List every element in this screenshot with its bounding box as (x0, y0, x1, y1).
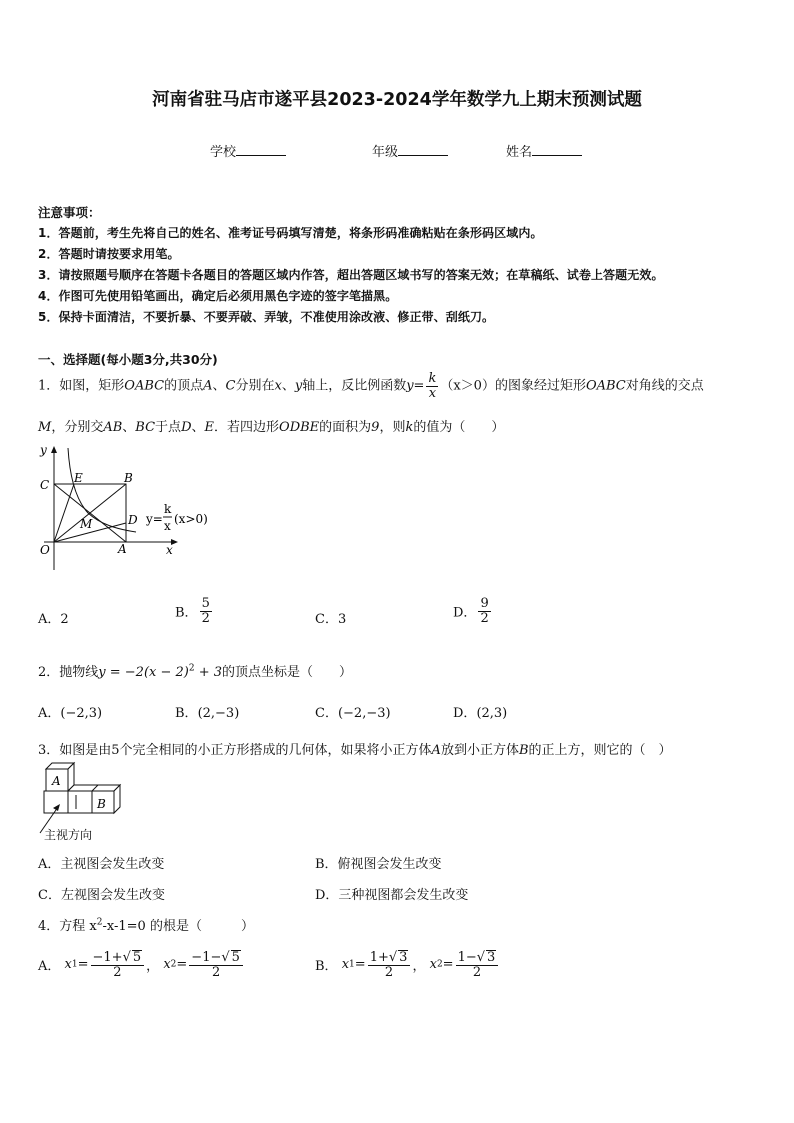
school-field[interactable]: 学校 (210, 141, 286, 160)
school-blank[interactable] (236, 143, 286, 156)
q1-option-b[interactable]: B． $\frac{5}{2}$ (175, 596, 210, 626)
question-1-stem-line2: M，分别交AB、BC于点D、E．若四边形ODBE的面积为9，则k的值为（ ） (38, 420, 505, 435)
section-heading: 一、选择题(每小题3分,共30分) (38, 352, 218, 367)
cube-b-label: B (97, 797, 106, 811)
page-title: 河南省驻马店市遂平县2023-2024学年数学九上期末预测试题 (152, 90, 642, 110)
grade-blank[interactable] (398, 143, 448, 156)
question-1-stem-line1: 1．如图，矩形OABC的顶点A、C分别在x、y轴上，反比例函数y= $\frac{k}{x}$ （x＞0）的图象经过矩形OABC对角线的交点 (38, 371, 704, 401)
note-item: 1．答题前，考生先将自己的姓名、准考证号码填写清楚，将条形码准确粘贴在条形码区域内。 (38, 226, 543, 240)
k-over-x-fraction: $\frac{k}{x}$ (428, 371, 437, 401)
label-x: x (166, 543, 173, 557)
q4-option-a[interactable]: A． x1= $\frac{-1+√ 5}{2}$ ， x2= $\frac{-1-√ 5}{2}$ (38, 950, 245, 979)
note-item: 4．作图可先使用铅笔画出，确定后必须用黑色字迹的签字笔描黑。 (38, 289, 398, 303)
q4-option-b[interactable]: B． x1= $\frac{1+√ 3}{2}$ ， x2= $\frac{1-√ 3}{2}$ (315, 950, 500, 979)
label-y: y (40, 443, 47, 457)
grade-field[interactable]: 年级 (372, 141, 448, 160)
question-4-stem: 4．方程 $x^2-x-1=0$ 的根是（ ） (38, 917, 254, 934)
q2-option-c[interactable]: C．(−2,−3) (315, 706, 391, 721)
q3-option-a[interactable]: A．主视图会发生改变 (38, 857, 165, 872)
q2-option-a[interactable]: A．(−2,3) (38, 706, 103, 721)
q1-option-a[interactable]: A．2 (38, 612, 69, 627)
cubes-row-top (68, 785, 120, 791)
cube-middle-front (68, 791, 92, 813)
label-m: M (80, 517, 93, 531)
question-2-stem: 2．抛物线$y = -2(x - 2)^2 + 3$的顶点坐标是（ ） (38, 663, 353, 680)
note-item: 2．答题时请按要求用笔。 (38, 247, 180, 261)
q3-option-b[interactable]: B．俯视图会发生改变 (315, 857, 442, 872)
notes-heading: 注意事项： (38, 205, 101, 220)
q1-option-d[interactable]: D． $\frac{9}{2}$ (453, 596, 489, 626)
function-label-prefix: y= (146, 512, 163, 526)
name-blank[interactable] (532, 143, 582, 156)
q3-option-d[interactable]: D．三种视图都会发生改变 (315, 888, 469, 903)
note-item: 5．保持卡面清洁，不要折暴、不要弄破、弄皱，不准使用涂改液、修正带、刮纸刀。 (38, 310, 495, 324)
q3-option-c[interactable]: C．左视图会发生改变 (38, 888, 165, 903)
note-item: 3．请按照题号顺序在答题卡各题目的答题区域内作答，超出答题区域书写的答案无效；在草稿纸、试卷上答题无效。 (38, 268, 664, 282)
label-b: B (124, 471, 133, 485)
label-a: A (118, 542, 127, 556)
q2-option-b[interactable]: B．(2,−3) (175, 706, 240, 721)
label-o: O (40, 543, 50, 557)
function-label-cond: (x>0) (174, 512, 208, 526)
y-axis-arrow (51, 446, 57, 453)
q2-option-d[interactable]: D．(2,3) (453, 706, 508, 721)
cube-a-label: A (52, 774, 61, 788)
line-oe (54, 484, 74, 542)
view-direction-caption: 主视方向 (44, 828, 93, 842)
function-label-x: x (164, 519, 171, 533)
label-c: C (40, 478, 50, 492)
label-d: D (128, 513, 138, 527)
label-e: E (74, 471, 83, 485)
question-1-figure (34, 442, 224, 577)
question-3-stem: 3．如图是由5个完全相同的小正方形搭成的几何体，如果将小正方体A放到小正方体B的正上方，则它的（ ） (38, 743, 672, 758)
q1-option-c[interactable]: C．3 (315, 612, 347, 627)
function-label-k: k (164, 502, 172, 516)
name-field[interactable]: 姓名 (506, 141, 582, 160)
